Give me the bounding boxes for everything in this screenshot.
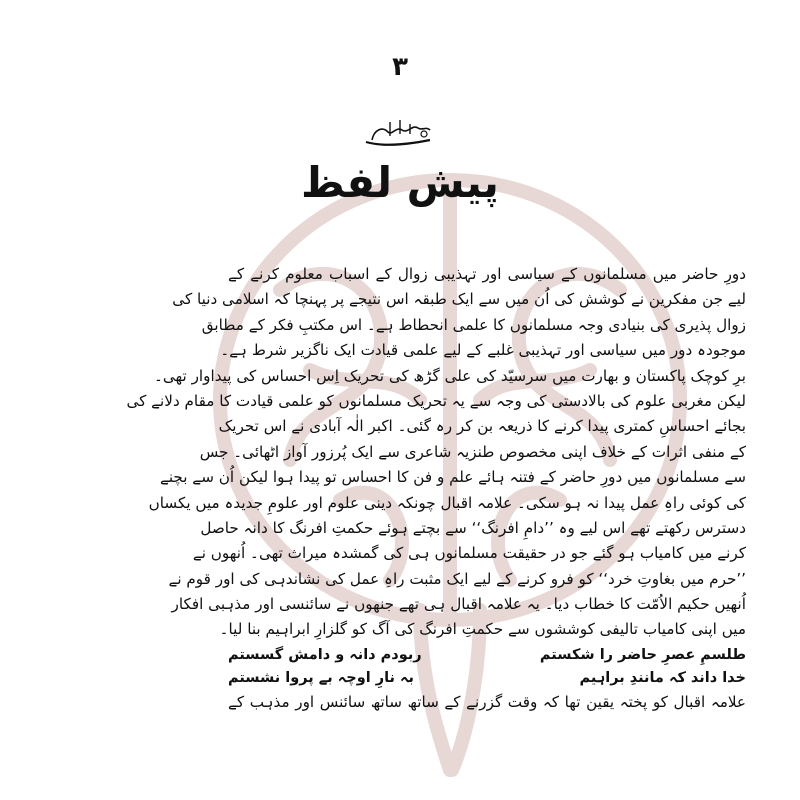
text-line: دورِ حاضر میں مسلمانوں کے سیاسی اور تہذیبی زوال کے اسباب معلوم کرنے کے [228, 265, 746, 283]
text-line: سے مسلمانوں میں دورِ حاضر کے فتنہ ہائے علم و فن کا احساس تو پیدا ہوا لیکن اُن سے بچنے [159, 468, 746, 487]
verse-hemistich: بہ نارِ اوچہ بے پروا نشستم [228, 669, 414, 686]
verse-hemistich: خدا داند کہ مانندِ براہیم [579, 669, 746, 686]
text-line: زوال پذیری کی بنیادی وجہ مسلمانوں کا علمی انحطاط ہے۔ اس مکتبِ فکر کے مطابق [201, 315, 746, 334]
chapter-title: پیش لفظ [301, 158, 499, 207]
text-line: میں اپنی کامیاب تالیفی کوششوں سے حکمتِ افرنگ کی آگ کو گلزارِ ابراہیم بنا لیا۔ [219, 620, 746, 639]
text-line: علامہ اقبال کو پختہ یقین تھا کہ وقت گزرنے کے ساتھ ساتھ سائنس اور مذہب کے [228, 692, 746, 711]
text-line: لیے جن مفکرین نے کوشش کی اُن میں سے ایک طبقہ اس نتیجے پر پہنچا کہ اسلامی دنیا کی [172, 290, 746, 309]
text-line: دسترس رکھتے تھے اس لیے وہ ’’دامِ افرنگ‘‘ سے بچتے ہوئے حکمتِ افرنگ کا دانہ حاصل [200, 518, 746, 537]
text-line: کی کوئی راہِ عمل پیدا نہ ہو سکی۔ علامہ اقبال چونکہ دینی علوم اور علومِ جدیدہ میں یکساں [148, 493, 746, 512]
verse-hemistich: طلسمِ عصرِ حاضر را شکستم [539, 646, 746, 663]
text-line: لیکن مغربی علوم کی بالادستی کی وجہ سے یہ تحریک مسلمانوں کو علمی قیادت کا مقام دلانے کی [126, 391, 746, 410]
text-line: ’’حرم میں بغاوتِ خرد‘‘ کو فرو کرنے کے لیے ایک مثبت راہِ عمل کی نشاندہی کی اور قوم نے [168, 569, 746, 588]
text-line: موجودہ دور میں سیاسی اور تہذیبی غلبے کے لیے علمی قیادت ایک ناگزیر شرط ہے۔ [220, 341, 746, 360]
verse-line [228, 644, 746, 666]
verse-line [228, 667, 746, 689]
calligraphy-ornament-icon [360, 112, 440, 152]
page-number: ۳ [392, 52, 408, 82]
text-line: کرنے میں کامیاب ہو گئے جو در حقیقت مسلمانوں ہی کی گمشدہ میراث تھی۔ اُنھوں نے [192, 544, 746, 563]
text-line: اُنھیں حکیم الاُمّت کا خطاب دیا۔ یہ علامہ اقبال ہی تھے جنھوں نے سائنسی اور مذہبی افکار [171, 595, 746, 614]
text-line: برِ کوچک پاکستان و بھارت میں سرسیّد کی علی گڑھ کی تحریک اِس احساس کی پیداوار تھی۔ [153, 366, 746, 385]
body-text [126, 262, 746, 715]
text-line: کے منفی اثرات کے خلاف اپنی مخصوص طنزیہ شاعری سے ایک پُرزور آواز اٹھائی۔ جس [199, 442, 746, 461]
verse-hemistich: ربودم دانہ و دامش گسستم [228, 646, 422, 663]
text-line: بجائے احساسِ کمتری پیدا کرنے کا ذریعہ بن کر رہ گئی۔ اکبر الٰہ آبادی نے اس تحریک [218, 417, 746, 436]
